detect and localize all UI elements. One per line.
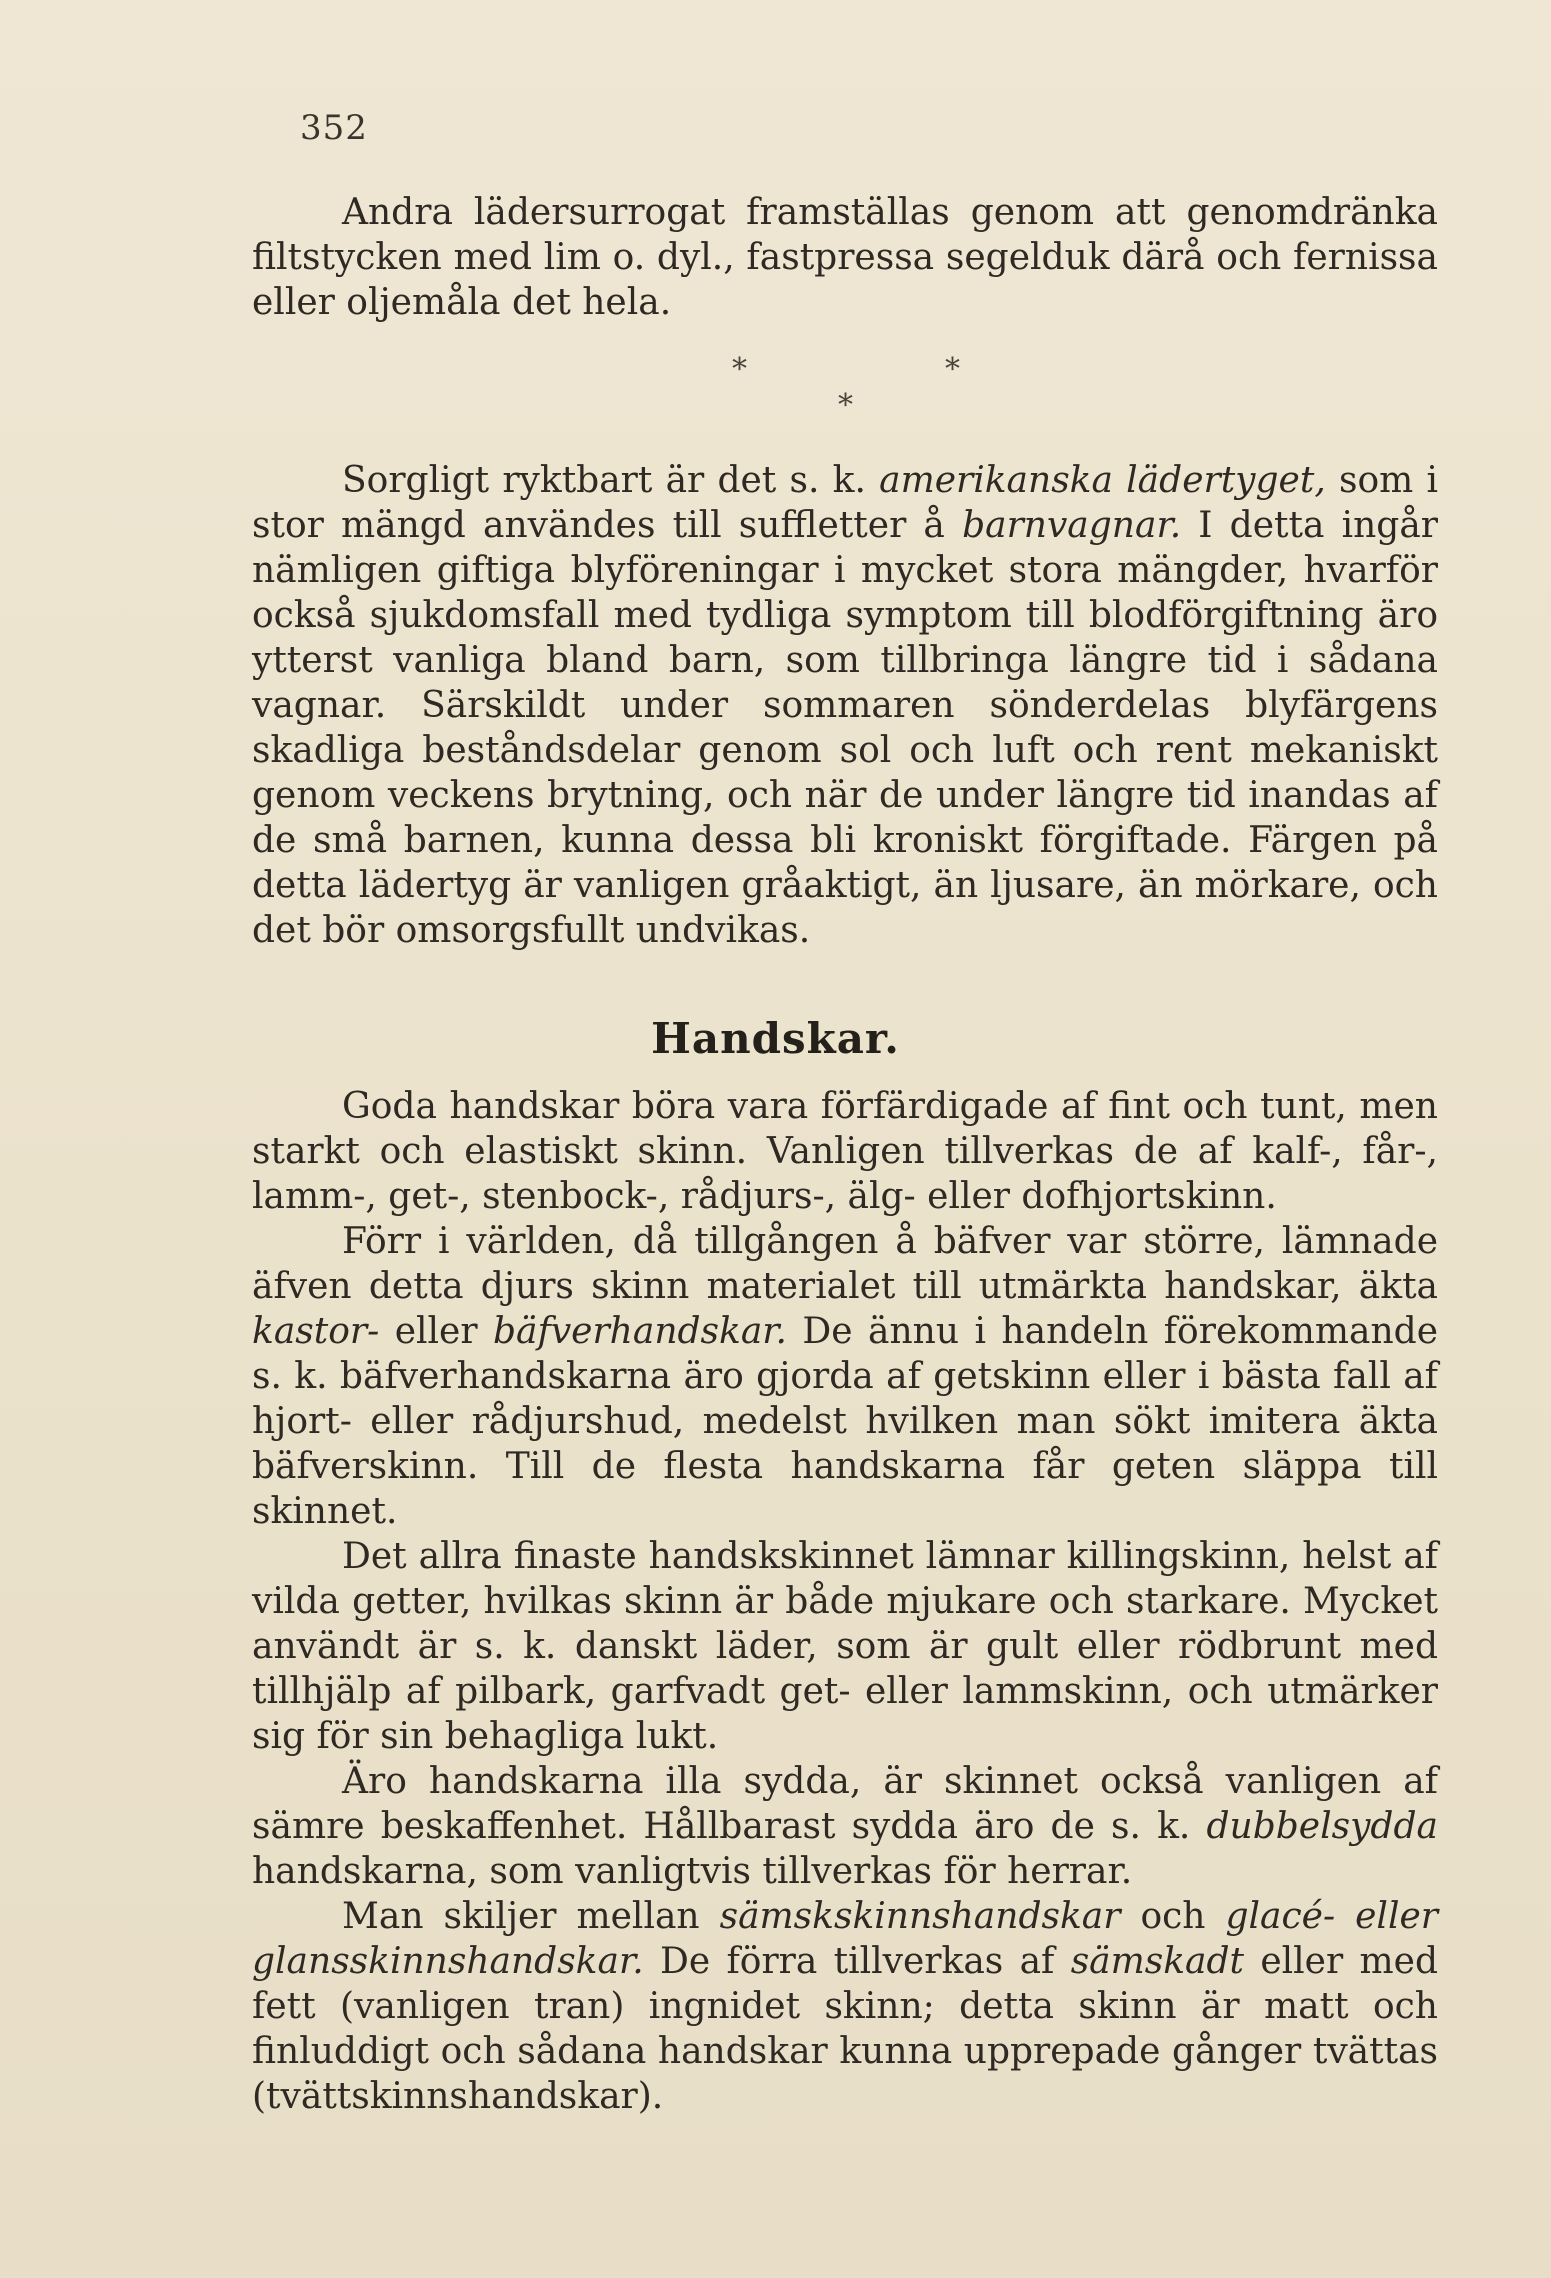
paragraph-text: Goda handskar böra vara förfärdigade af fint och tunt, men starkt och elastiskt skinn. Vanligen tillverkas de af kalf-, får-, lamm-, get-, stenbock-, rådjurs-, älg- eller dofhjortskinn. (252, 1086, 1438, 1217)
emphasis-term: glacé- eller glansskinnshandskar. (252, 1896, 1438, 1982)
emphasis-term: bäfverhandskar. (492, 1311, 787, 1352)
paragraph-surrogates (252, 190, 1438, 325)
text-run: I detta ingår nämligen giftiga blyföreningar i mycket stora mängder, hvarför också sjukdomsfall med tydliga symptom till blodförgiftning äro ytterst vanliga bland barn, som tillbringa längre tid i sådana vagnar. Särskildt under sommaren sönderdelas blyfärgens skadliga beståndsdelar genom sol och luft och rent mekaniskt genom veckens brytning, och när de under längre tid inandas af de små barnen, kunna dessa bli kroniskt förgiftade. Färgen på detta lädertyg är vanligen gråaktigt, än ljusare, än mörkare, och det bör omsorgsfullt undvikas. (252, 505, 1438, 951)
text-run: eller (379, 1311, 493, 1352)
paragraph-american-leather (252, 458, 1438, 953)
paragraph-text: Andra lädersurrogat framställas genom att genomdränka filtstycken med lim o. dyl., fastpressa segelduk därå och fernissa eller oljemåla det hela. (252, 192, 1438, 323)
section-heading: Handskar. (651, 1014, 900, 1063)
emphasis-term: dubbelsydda (1206, 1806, 1438, 1847)
section-gloves (252, 1084, 1438, 2119)
text-run: De ännu i handeln förekommande s. k. bäfverhandskarna äro gjorda af getskinn eller i bästa fall af hjort- eller rådjurshud, medelst hvilken man sökt imitera äkta bäfverskinn. Till de flesta handskarna får geten släppa till skinnet. (252, 1311, 1439, 1532)
text-run: och (1120, 1896, 1226, 1937)
emphasis-term: amerikanska lädertyget, (879, 460, 1326, 501)
paragraph-text (252, 458, 1438, 953)
text-run: Man skiljer mellan (342, 1896, 720, 1937)
text-run: handskarna, som vanligtvis tillverkas för herrar. (252, 1851, 1133, 1892)
paragraph-text (252, 1894, 1438, 2119)
text-run: eller med fett (vanligen tran) ingnidet skinn; detta skinn är matt och finluddigt och sådana handskar kunna upprepade gånger tvättas (tvättskinnshandskar). (252, 1941, 1438, 2117)
emphasis-term: sämskskinnshandskar (719, 1896, 1121, 1937)
asterism-star: * (945, 352, 960, 387)
paragraph-text: Det allra finaste handskskinnet lämnar killingskinn, helst af vilda getter, hvilkas skinn är både mjukare och starkare. Mycket användt är s. k. danskt läder, som är gult eller rödbrunt med tillhjälp af pilbark, garfvadt get- eller lammskinn, och utmärker sig för sin behagliga lukt. (252, 1536, 1438, 1757)
page-number: 352 (300, 108, 368, 148)
text-run: Sorgligt ryktbart är det s. k. (342, 460, 880, 501)
asterism-star: * (838, 388, 853, 423)
text-run: Äro handskarna illa sydda, är skinnet också vanligen af sämre beskaffenhet. Hållbarast sydda äro de s. k. (252, 1761, 1438, 1847)
emphasis-term: sämskadt (1070, 1941, 1245, 1982)
emphasis-term: kastor- (252, 1311, 380, 1352)
text-run: som i stor mängd användes till suffletter å (252, 460, 1439, 546)
asterism-divider (0, 352, 1551, 432)
asterism-star: * (732, 352, 747, 387)
paragraph-text (252, 1219, 1438, 1534)
emphasis-term: barnvagnar. (962, 505, 1182, 546)
text-run: Förr i världen, då tillgången å bäfver var större, lämnade äfven detta djurs skinn materialet till utmärkta handskar, äkta (252, 1221, 1438, 1307)
text-run: De förra tillverkas af (643, 1941, 1071, 1982)
paragraph-text (252, 1759, 1438, 1894)
